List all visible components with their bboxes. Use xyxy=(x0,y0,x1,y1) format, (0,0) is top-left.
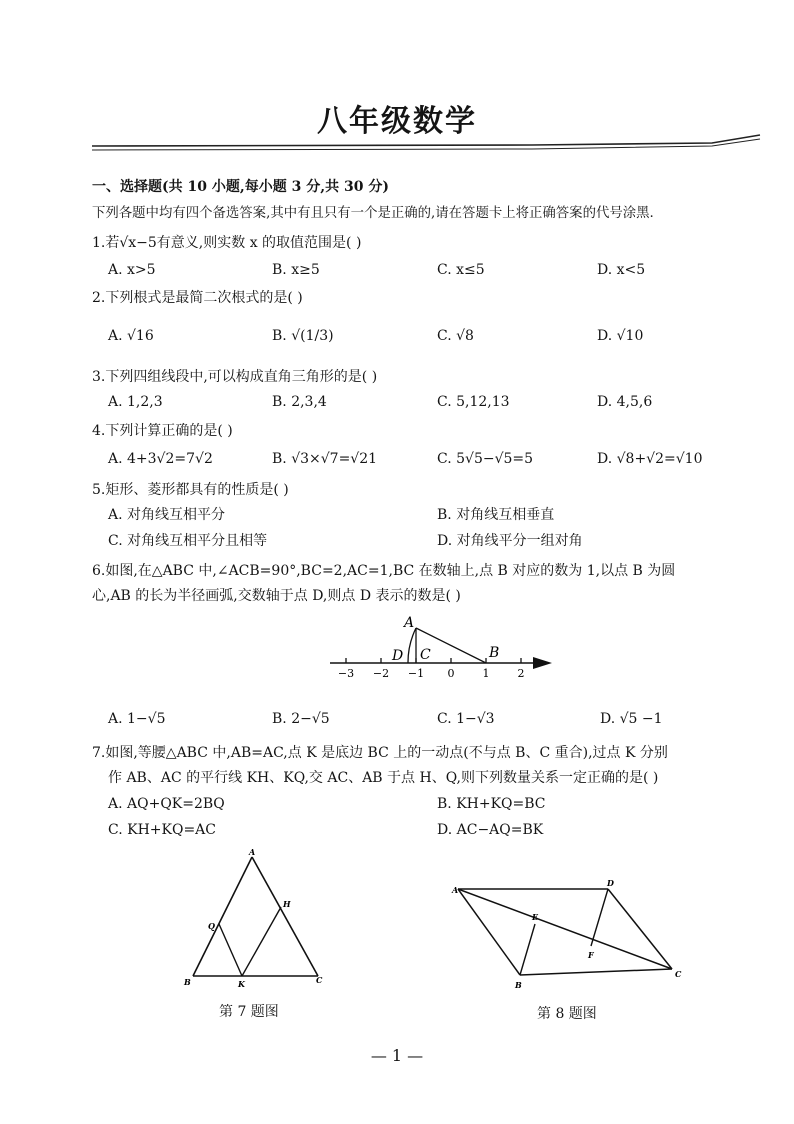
segment-kh xyxy=(242,907,281,976)
q1-option-d: D. x<5 xyxy=(597,262,646,278)
q5-option-c: C. 对角线互相平分且相等 xyxy=(108,533,268,549)
question-6-stem-line2: 心,AB 的长为半径画弧,交数轴于点 D,则点 D 表示的数是( ) xyxy=(92,588,461,604)
tick-label: −3 xyxy=(337,667,355,680)
segment-ba xyxy=(458,889,520,975)
tick-label: 1 xyxy=(482,667,490,680)
q5-option-d: D. 对角线平分一组对角 xyxy=(437,533,583,549)
point-label-h: H xyxy=(283,899,291,909)
segment-ab xyxy=(193,857,252,976)
q7-option-d: D. AC−AQ=BK xyxy=(437,822,544,838)
title-underline xyxy=(92,134,762,154)
arc-ad xyxy=(408,628,416,663)
tick-label: −1 xyxy=(407,667,425,680)
q4-option-d: D. √8+√2=√10 xyxy=(597,451,703,467)
q3-option-c: C. 5,12,13 xyxy=(437,394,510,410)
q8-parallelogram-figure xyxy=(446,878,691,993)
point-label-b: B xyxy=(184,977,191,987)
tick-label: 2 xyxy=(517,667,525,680)
q3-option-b: B. 2,3,4 xyxy=(272,394,327,410)
point-label-k: K xyxy=(238,979,245,989)
figure-8-caption: 第 8 题图 xyxy=(537,1006,597,1022)
segment-df xyxy=(591,889,608,946)
question-4-stem: 4.下列计算正确的是( ) xyxy=(92,423,233,439)
q2-option-b: B. √(1/3) xyxy=(272,328,334,344)
q5-option-b: B. 对角线互相垂直 xyxy=(437,507,555,523)
point-label-b: B xyxy=(489,645,500,661)
point-label-c: C xyxy=(316,975,323,985)
question-2-stem: 2.下列根式是最简二次根式的是( ) xyxy=(92,290,303,306)
q6-number-line-figure xyxy=(320,608,560,683)
q3-option-d: D. 4,5,6 xyxy=(597,394,653,410)
q3-option-a: A. 1,2,3 xyxy=(108,394,163,410)
q1-option-c: C. x≤5 xyxy=(437,262,485,278)
q1-option-a: A. x>5 xyxy=(108,262,156,278)
q6-option-d: D. √5 −1 xyxy=(600,711,663,727)
question-7-stem-line1: 7.如图,等腰△ABC 中,AB=AC,点 K 是底边 BC 上的一动点(不与点 B、C 重合),过点 K 分别 xyxy=(92,745,668,761)
q2-option-c: C. √8 xyxy=(437,328,474,344)
q4-option-a: A. 4+3√2=7√2 xyxy=(108,451,213,467)
q7-option-b: B. KH+KQ=BC xyxy=(437,796,546,812)
q2-option-d: D. √10 xyxy=(597,328,644,344)
point-label-a: A xyxy=(404,615,415,631)
question-5-stem: 5.矩形、菱形都具有的性质是( ) xyxy=(92,482,289,498)
q4-option-c: C. 5√5−√5=5 xyxy=(437,451,534,467)
q6-option-a: A. 1−√5 xyxy=(108,711,166,727)
question-6-stem-line1: 6.如图,在△ABC 中,∠ACB=90°,BC=2,AC=1,BC 在数轴上,点 B 对应的数为 1,以点 B 为圆 xyxy=(92,563,676,579)
question-3-stem: 3.下列四组线段中,可以构成直角三角形的是( ) xyxy=(92,369,378,385)
segment-be xyxy=(520,924,535,975)
point-label-c: C xyxy=(420,647,431,663)
q2-option-a: A. √16 xyxy=(108,328,154,344)
point-label-q: Q xyxy=(208,921,215,931)
number-line-arrow xyxy=(533,657,552,669)
section-heading: 一、选择题(共 10 小题,每小题 3 分,共 30 分) xyxy=(92,179,389,195)
q7-triangle-figure xyxy=(176,845,336,990)
q7-option-a: A. AQ+QK=2BQ xyxy=(108,796,225,812)
point-label-a: A xyxy=(452,885,459,895)
segment-qk xyxy=(219,924,242,976)
tick-label: 0 xyxy=(447,667,455,680)
segment-ac xyxy=(252,857,318,976)
figure-7-caption: 第 7 题图 xyxy=(219,1004,279,1020)
point-label-f: F xyxy=(588,950,594,960)
q7-option-c: C. KH+KQ=AC xyxy=(108,822,217,838)
question-7-stem-line2: 作 AB、AC 的平行线 KH、KQ,交 AC、AB 于点 H、Q,则下列数量关系一定正确的是( ) xyxy=(108,770,659,786)
segment-cb xyxy=(520,969,672,975)
page-title: 八年级数学 xyxy=(317,104,477,139)
point-label-e: E xyxy=(532,912,539,922)
q6-option-c: C. 1−√3 xyxy=(437,711,495,727)
q1-option-b: B. x≥5 xyxy=(272,262,320,278)
point-label-c: C xyxy=(675,969,682,979)
q5-option-a: A. 对角线互相平分 xyxy=(108,507,226,523)
section-instruction: 下列各题中均有四个备选答案,其中有且只有一个是正确的,请在答题卡上将正确答案的代号涂黑. xyxy=(92,206,654,221)
q6-option-b: B. 2−√5 xyxy=(272,711,330,727)
q4-option-b: B. √3×√7=√21 xyxy=(272,451,378,467)
point-label-b: B xyxy=(515,980,522,990)
tick-label: −2 xyxy=(372,667,390,680)
point-label-d: D xyxy=(607,878,614,888)
point-label-a: A xyxy=(249,847,256,857)
page-number: — 1 — xyxy=(370,1046,424,1065)
point-label-d: D xyxy=(392,648,404,664)
question-1-stem: 1.若√x−5有意义,则实数 x 的取值范围是( ) xyxy=(92,235,362,251)
